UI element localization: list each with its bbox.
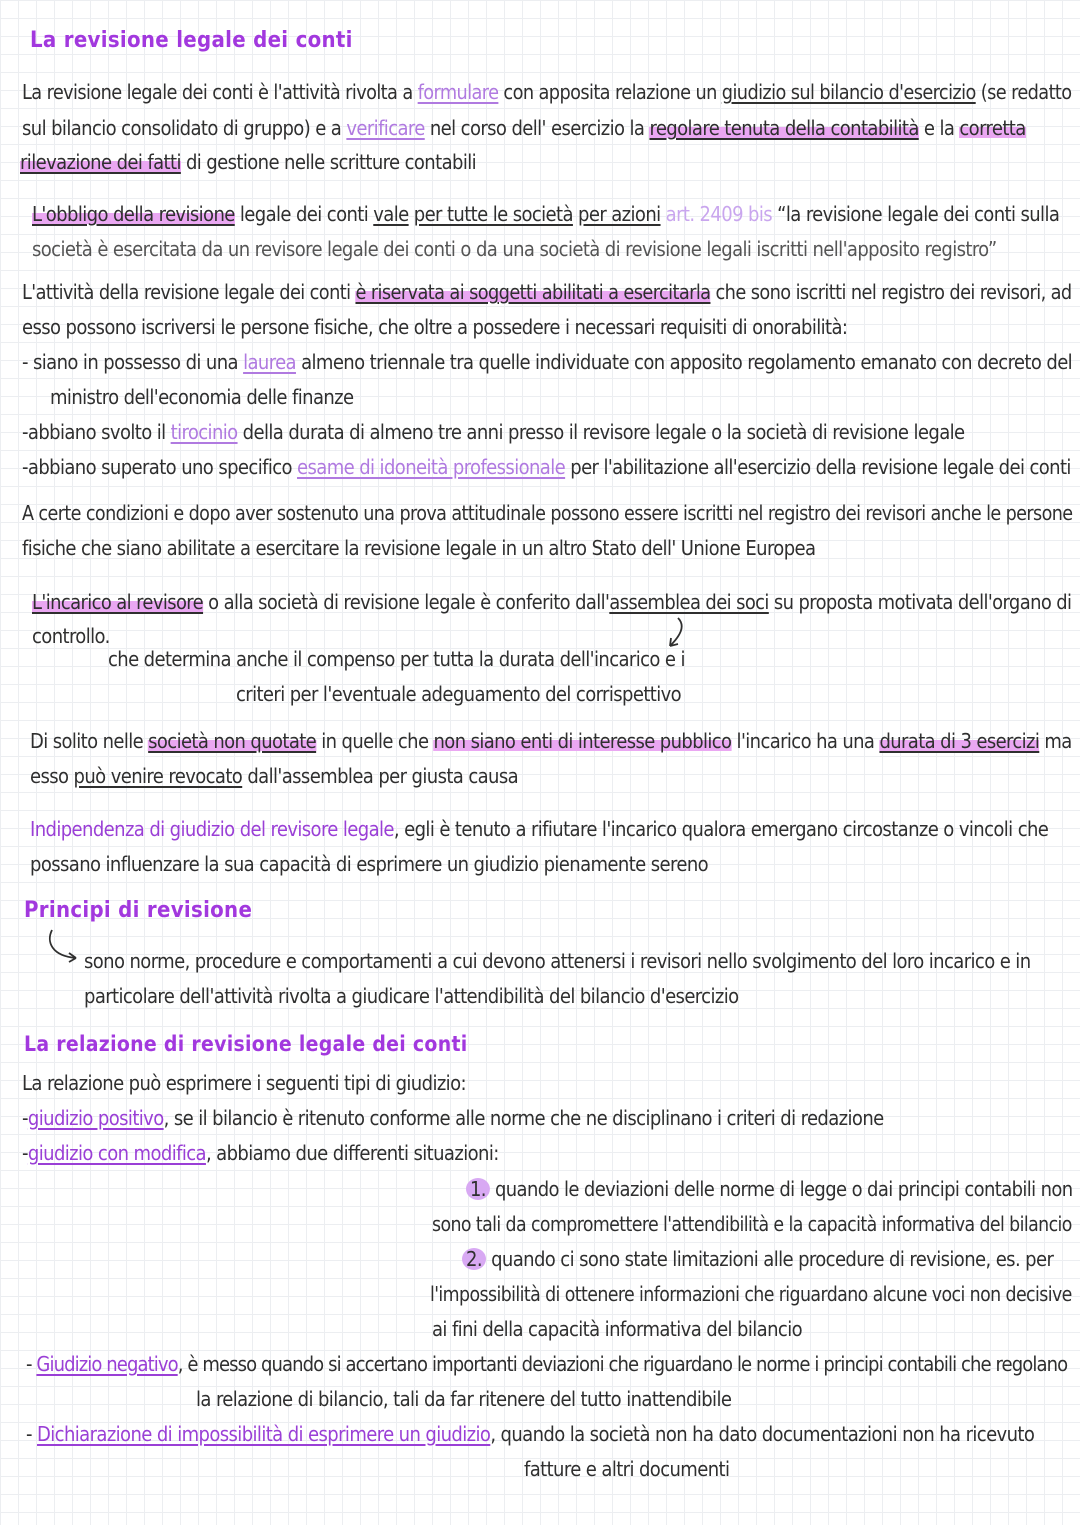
ue-line-2: fisiche che siano abilitate a esercitare la revisione legale in un altro Stato dell' Unione Europea	[22, 536, 816, 560]
highlight-non-quotate: società non quotate	[148, 729, 317, 753]
giudizio-modifica	[22, 1139, 499, 1167]
text: che sono iscritti nel registro dei revisori, ad	[710, 280, 1072, 304]
text: di gestione nelle scritture contabili	[180, 150, 477, 174]
highlight-durata: durata di 3 esercizi	[879, 729, 1040, 753]
text: su proposta motivata dell'organo di	[768, 590, 1072, 614]
keyword-revocato: può venire revocato	[73, 764, 243, 788]
relazione-intro: La relazione può esprimere i seguenti tipi di giudizio:	[22, 1071, 466, 1095]
text: l'incarico ha una	[731, 729, 880, 753]
intro-line-3	[20, 148, 476, 176]
keyword-tirocinio: tirocinio	[170, 420, 238, 444]
attivita-line-2: esso possono iscriversi le persone fisiche, che oltre a possedere i necessari requisiti di onorabilità:	[22, 315, 848, 339]
keyword-tutte-societa: per tutte le società	[413, 202, 573, 226]
page-title: La revisione legale dei conti	[30, 28, 353, 53]
situazione-1-line-2: sono tali da compromettere l'attendibilità e la capacità informativa del bilancio	[432, 1212, 1072, 1236]
incarico-note-2: criteri per l'eventuale adeguamento del corrispettivo	[236, 682, 682, 706]
number-badge: 2.	[462, 1248, 486, 1270]
situazione-2-line-2: l'impossibilità di ottenere informazioni che riguardano alcune voci non decisive	[430, 1282, 1072, 1306]
situazione-2-line-1	[462, 1245, 1053, 1273]
relazione-heading: La relazione di revisione legale dei conti	[24, 1032, 468, 1056]
requisito-laurea-cont: ministro dell'economia delle finanze	[50, 385, 354, 409]
intro-line-2	[22, 114, 1026, 142]
highlight-incarico: L'incarico al revisore	[32, 590, 204, 614]
attivita-line-1	[22, 278, 1072, 306]
text: legale dei conti	[234, 202, 374, 226]
text: (se redatto	[975, 80, 1072, 104]
text: quando ci sono state limitazioni alle procedure di revisione, es. per	[485, 1247, 1054, 1271]
keyword-assemblea: assemblea dei soci	[609, 590, 769, 614]
highlight-enti-pubblici: non siano enti di interesse pubblico	[433, 729, 732, 753]
highlight-obbligo: L'obbligo della revisione	[32, 202, 235, 226]
text: quando le deviazioni delle norme di legge o dai principi contabili non	[489, 1177, 1073, 1201]
keyword-verificare: verificare	[346, 116, 425, 140]
text: nel corso dell' esercizio la	[424, 116, 650, 140]
requisito-esame	[22, 453, 1071, 481]
text: , egli è tenuto a rifiutare l'incarico qualora emergano circostanze o vincoli che	[393, 817, 1049, 841]
text: , è messo quando si accertano importanti deviazioni che riguardano le norme i principi contabili che regolano	[177, 1352, 1068, 1376]
text: per l'abilitazione all'esercizio della revisione legale dei conti	[565, 455, 1071, 479]
requisito-tirocinio	[22, 418, 965, 446]
text: -abbiano superato uno specifico	[22, 455, 298, 479]
text: L'attività della revisione legale dei conti	[22, 280, 356, 304]
keyword-indipendenza: Indipendenza di giudizio del revisore legale	[30, 817, 394, 841]
text: -	[22, 1141, 28, 1165]
keyword-formulare: formulare	[417, 80, 499, 104]
indipendenza-line-1	[30, 815, 1048, 843]
highlight-tenuta: regolare tenuta della contabilità	[649, 116, 919, 140]
giudizio-negativo-cont: la relazione di bilancio, tali da far ritenere del tutto inattendibile	[196, 1387, 732, 1411]
text: , abbiamo due differenti situazioni:	[205, 1141, 499, 1165]
curved-arrow-icon	[44, 928, 84, 964]
article-reference: art. 2409 bis	[660, 202, 773, 226]
text: dall'assemblea per giusta causa	[242, 764, 519, 788]
text: - siano in possesso di una	[22, 350, 244, 374]
text: Di solito nelle	[30, 729, 149, 753]
intro-line-1	[22, 78, 1072, 106]
situazione-2-line-3: ai fini della capacità informativa del bilancio	[432, 1317, 803, 1341]
text: -	[26, 1352, 37, 1376]
highlight-rilevazione: rilevazione dei fatti	[20, 150, 181, 174]
number-badge: 1.	[466, 1178, 490, 1200]
indipendenza-line-2: possano influenzare la sua capacità di esprimere un giudizio pienamente sereno	[30, 852, 709, 876]
dichiarazione-cont: fatture e altri documenti	[524, 1457, 730, 1481]
keyword-azioni: per azioni	[578, 202, 661, 226]
text: , se il bilancio è ritenuto conforme alle norme che ne disciplinano i criteri di redazione	[163, 1106, 884, 1130]
text: La revisione legale dei conti è l'attività rivolta a	[22, 80, 418, 104]
text: sul bilancio consolidato di gruppo) e a	[22, 116, 347, 140]
giudizio-positivo	[22, 1104, 884, 1132]
requisito-laurea	[22, 348, 1072, 376]
keyword-giudizio-modifica: giudizio con modifica	[27, 1141, 206, 1165]
giudizio-negativo	[26, 1350, 1067, 1378]
incarico-note-1: che determina anche il compenso per tutta la durata dell'incarico e i	[108, 647, 685, 671]
highlight-riservata: è riservata ai soggetti abilitati a esercitarla	[355, 280, 711, 304]
text: -	[22, 1106, 28, 1130]
keyword-laurea: laurea	[243, 350, 296, 374]
highlight-corretta: corretta	[959, 116, 1026, 140]
text: “la revisione legale dei conti sulla	[772, 202, 1060, 226]
obbligo-line-2: società è esercitata da un revisore legale dei conti o da una società di revisione legali iscritti nell'apposito registro”	[32, 237, 997, 261]
incarico-line-2: controllo.	[32, 624, 110, 648]
keyword-giudizio-negativo: Giudizio negativo	[36, 1352, 178, 1376]
text: della durata di almeno tre anni presso il revisore legale o la società di revisione legale	[237, 420, 965, 444]
text: -abbiano svolto il	[22, 420, 171, 444]
text: ma	[1039, 729, 1072, 753]
ue-line-1: A certe condizioni e dopo aver sostenuto una prova attitudinale possono essere iscritti nel registro dei revisori anche le persone	[22, 501, 1073, 525]
principi-line-1: sono norme, procedure e comportamenti a cui devono attenersi i revisori nello svolgimento del loro incarico e in	[84, 949, 1031, 973]
text: in quelle che	[316, 729, 434, 753]
durata-line-2	[30, 762, 518, 790]
keyword-esame: esame di idoneità professionale	[297, 455, 566, 479]
text: e la	[918, 116, 960, 140]
principi-heading: Principi di revisione	[24, 898, 253, 923]
keyword-giudizio-positivo: giudizio positivo	[27, 1106, 164, 1130]
text: almeno triennale tra quelle individuate con apposito regolamento emanato con decreto del	[295, 350, 1073, 374]
text: , quando la società non ha dato documentazioni non ha ricevuto	[490, 1422, 1035, 1446]
durata-line-1	[30, 727, 1072, 755]
principi-line-2: particolare dell'attività rivolta a giudicare l'attendibilità del bilancio d'esercizio	[84, 984, 739, 1008]
obbligo-line-1	[32, 200, 1059, 228]
text: -	[26, 1422, 38, 1446]
keyword-vale: vale	[373, 202, 409, 226]
keyword-impossibilita: Dichiarazione di impossibilità di esprimere un giudizio	[37, 1422, 491, 1446]
situazione-1-line-1	[466, 1175, 1073, 1203]
text: esso	[30, 764, 74, 788]
dichiarazione-impossibilita	[26, 1420, 1034, 1448]
text: con apposita relazione un	[498, 80, 722, 104]
keyword-giudizio: giudizio sul bilancio d'esercizio	[721, 80, 976, 104]
incarico-line-1	[32, 588, 1071, 616]
text: o alla società di revisione legale è conferito dall'	[203, 590, 610, 614]
